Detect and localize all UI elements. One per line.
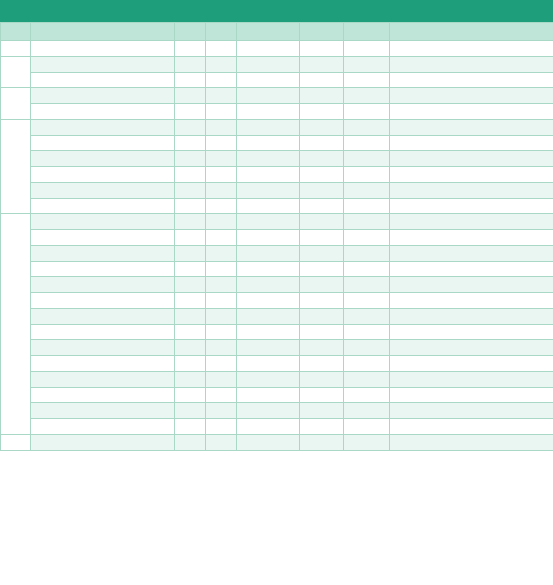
start-time-cell <box>175 72 206 88</box>
table-row <box>1 119 553 135</box>
content-cell <box>31 72 175 88</box>
location-cell <box>237 230 300 246</box>
convener-cell <box>300 151 344 167</box>
end-time-cell <box>206 72 237 88</box>
attendees-cell <box>390 167 553 183</box>
start-time-cell <box>175 214 206 230</box>
table-row <box>1 41 553 57</box>
person-in-charge-cell <box>344 214 390 230</box>
end-time-cell <box>206 119 237 135</box>
attendees-cell <box>390 403 553 419</box>
start-time-cell <box>175 151 206 167</box>
start-time-cell <box>175 56 206 72</box>
header-convener <box>300 23 344 41</box>
location-cell <box>237 167 300 183</box>
attendees-cell <box>390 182 553 198</box>
person-in-charge-cell <box>344 371 390 387</box>
day-cell <box>1 434 31 450</box>
convener-cell <box>300 167 344 183</box>
convener-cell <box>300 434 344 450</box>
end-time-cell <box>206 56 237 72</box>
day-cell <box>1 119 31 214</box>
person-in-charge-cell <box>344 182 390 198</box>
location-cell <box>237 419 300 435</box>
start-time-cell <box>175 261 206 277</box>
start-time-cell <box>175 88 206 104</box>
person-in-charge-cell <box>344 387 390 403</box>
end-time-cell <box>206 308 237 324</box>
end-time-cell <box>206 41 237 57</box>
attendees-cell <box>390 324 553 340</box>
convener-cell <box>300 119 344 135</box>
person-in-charge-cell <box>344 88 390 104</box>
attendees-cell <box>390 198 553 214</box>
attendees-cell <box>390 371 553 387</box>
convener-cell <box>300 72 344 88</box>
end-time-cell <box>206 151 237 167</box>
end-time-cell <box>206 88 237 104</box>
table-row <box>1 419 553 435</box>
convener-cell <box>300 135 344 151</box>
person-in-charge-cell <box>344 324 390 340</box>
attendees-cell <box>390 308 553 324</box>
attendees-cell <box>390 72 553 88</box>
table-row <box>1 104 553 120</box>
content-cell <box>31 167 175 183</box>
content-cell <box>31 88 175 104</box>
person-in-charge-cell <box>344 277 390 293</box>
table-row <box>1 434 553 450</box>
table-row <box>1 277 553 293</box>
table-row <box>1 198 553 214</box>
convener-cell <box>300 230 344 246</box>
person-in-charge-cell <box>344 308 390 324</box>
content-cell <box>31 214 175 230</box>
person-in-charge-cell <box>344 135 390 151</box>
content-cell <box>31 403 175 419</box>
location-cell <box>237 72 300 88</box>
person-in-charge-cell <box>344 230 390 246</box>
start-time-cell <box>175 371 206 387</box>
start-time-cell <box>175 324 206 340</box>
convener-cell <box>300 293 344 309</box>
person-in-charge-cell <box>344 56 390 72</box>
convener-cell <box>300 324 344 340</box>
location-cell <box>237 198 300 214</box>
location-cell <box>237 434 300 450</box>
location-cell <box>237 308 300 324</box>
convener-cell <box>300 261 344 277</box>
location-cell <box>237 245 300 261</box>
attendees-cell <box>390 104 553 120</box>
location-cell <box>237 403 300 419</box>
person-in-charge-cell <box>344 293 390 309</box>
content-cell <box>31 245 175 261</box>
table-row <box>1 230 553 246</box>
end-time-cell <box>206 198 237 214</box>
location-cell <box>237 340 300 356</box>
end-time-cell <box>206 293 237 309</box>
start-time-cell <box>175 104 206 120</box>
end-time-cell <box>206 230 237 246</box>
start-time-cell <box>175 119 206 135</box>
content-cell <box>31 324 175 340</box>
attendees-cell <box>390 230 553 246</box>
person-in-charge-cell <box>344 41 390 57</box>
location-cell <box>237 387 300 403</box>
start-time-cell <box>175 340 206 356</box>
location-cell <box>237 261 300 277</box>
content-cell <box>31 308 175 324</box>
content-cell <box>31 340 175 356</box>
convener-cell <box>300 104 344 120</box>
attendees-cell <box>390 151 553 167</box>
attendees-cell <box>390 214 553 230</box>
table-row <box>1 293 553 309</box>
start-time-cell <box>175 434 206 450</box>
location-cell <box>237 277 300 293</box>
convener-cell <box>300 387 344 403</box>
convener-cell <box>300 245 344 261</box>
table-row <box>1 261 553 277</box>
content-cell <box>31 293 175 309</box>
content-cell <box>31 104 175 120</box>
header-end-time <box>206 23 237 41</box>
table-row <box>1 151 553 167</box>
location-cell <box>237 104 300 120</box>
header-start-time <box>175 23 206 41</box>
table-row <box>1 56 553 72</box>
table-row <box>1 88 553 104</box>
convener-cell <box>300 277 344 293</box>
content-cell <box>31 434 175 450</box>
attendees-cell <box>390 277 553 293</box>
start-time-cell <box>175 356 206 372</box>
table-row <box>1 135 553 151</box>
person-in-charge-cell <box>344 151 390 167</box>
start-time-cell <box>175 41 206 57</box>
table-row <box>1 182 553 198</box>
person-in-charge-cell <box>344 119 390 135</box>
day-cell <box>1 41 31 57</box>
convener-cell <box>300 403 344 419</box>
page-title <box>0 0 553 22</box>
start-time-cell <box>175 182 206 198</box>
attendees-cell <box>390 293 553 309</box>
end-time-cell <box>206 214 237 230</box>
header-location <box>237 23 300 41</box>
attendees-cell <box>390 434 553 450</box>
header-person-in-charge <box>344 23 390 41</box>
schedule-table <box>0 22 553 451</box>
person-in-charge-cell <box>344 261 390 277</box>
attendees-cell <box>390 387 553 403</box>
convener-cell <box>300 198 344 214</box>
person-in-charge-cell <box>344 403 390 419</box>
convener-cell <box>300 371 344 387</box>
table-row <box>1 167 553 183</box>
end-time-cell <box>206 434 237 450</box>
attendees-cell <box>390 356 553 372</box>
start-time-cell <box>175 230 206 246</box>
location-cell <box>237 88 300 104</box>
convener-cell <box>300 41 344 57</box>
convener-cell <box>300 182 344 198</box>
start-time-cell <box>175 387 206 403</box>
convener-cell <box>300 56 344 72</box>
table-row <box>1 371 553 387</box>
content-cell <box>31 135 175 151</box>
start-time-cell <box>175 135 206 151</box>
table-row <box>1 340 553 356</box>
end-time-cell <box>206 167 237 183</box>
end-time-cell <box>206 387 237 403</box>
attendees-cell <box>390 135 553 151</box>
content-cell <box>31 41 175 57</box>
content-cell <box>31 198 175 214</box>
content-cell <box>31 261 175 277</box>
attendees-cell <box>390 88 553 104</box>
header-attendees <box>390 23 553 41</box>
attendees-cell <box>390 340 553 356</box>
person-in-charge-cell <box>344 245 390 261</box>
start-time-cell <box>175 308 206 324</box>
person-in-charge-cell <box>344 434 390 450</box>
attendees-cell <box>390 56 553 72</box>
day-cell <box>1 214 31 435</box>
content-cell <box>31 356 175 372</box>
end-time-cell <box>206 403 237 419</box>
convener-cell <box>300 308 344 324</box>
end-time-cell <box>206 371 237 387</box>
table-row <box>1 214 553 230</box>
content-cell <box>31 419 175 435</box>
start-time-cell <box>175 403 206 419</box>
location-cell <box>237 293 300 309</box>
start-time-cell <box>175 245 206 261</box>
attendees-cell <box>390 245 553 261</box>
end-time-cell <box>206 340 237 356</box>
person-in-charge-cell <box>344 104 390 120</box>
content-cell <box>31 56 175 72</box>
start-time-cell <box>175 419 206 435</box>
convener-cell <box>300 340 344 356</box>
start-time-cell <box>175 167 206 183</box>
end-time-cell <box>206 356 237 372</box>
attendees-cell <box>390 119 553 135</box>
content-cell <box>31 182 175 198</box>
start-time-cell <box>175 277 206 293</box>
content-cell <box>31 230 175 246</box>
content-cell <box>31 277 175 293</box>
content-cell <box>31 371 175 387</box>
header-date <box>1 23 31 41</box>
location-cell <box>237 41 300 57</box>
start-time-cell <box>175 293 206 309</box>
content-cell <box>31 387 175 403</box>
table-row <box>1 72 553 88</box>
location-cell <box>237 135 300 151</box>
end-time-cell <box>206 182 237 198</box>
table-row <box>1 403 553 419</box>
attendees-cell <box>390 261 553 277</box>
end-time-cell <box>206 245 237 261</box>
convener-cell <box>300 356 344 372</box>
end-time-cell <box>206 324 237 340</box>
end-time-cell <box>206 261 237 277</box>
person-in-charge-cell <box>344 72 390 88</box>
person-in-charge-cell <box>344 198 390 214</box>
location-cell <box>237 371 300 387</box>
location-cell <box>237 214 300 230</box>
convener-cell <box>300 419 344 435</box>
location-cell <box>237 119 300 135</box>
header-content <box>31 23 175 41</box>
content-cell <box>31 119 175 135</box>
end-time-cell <box>206 135 237 151</box>
table-row <box>1 324 553 340</box>
start-time-cell <box>175 198 206 214</box>
table-row <box>1 387 553 403</box>
person-in-charge-cell <box>344 419 390 435</box>
location-cell <box>237 182 300 198</box>
table-row <box>1 356 553 372</box>
convener-cell <box>300 88 344 104</box>
location-cell <box>237 151 300 167</box>
person-in-charge-cell <box>344 340 390 356</box>
person-in-charge-cell <box>344 167 390 183</box>
person-in-charge-cell <box>344 356 390 372</box>
content-cell <box>31 151 175 167</box>
end-time-cell <box>206 419 237 435</box>
end-time-cell <box>206 104 237 120</box>
convener-cell <box>300 214 344 230</box>
attendees-cell <box>390 41 553 57</box>
location-cell <box>237 56 300 72</box>
table-row <box>1 308 553 324</box>
day-cell <box>1 88 31 120</box>
attendees-cell <box>390 419 553 435</box>
header-row <box>1 23 553 41</box>
table-row <box>1 245 553 261</box>
location-cell <box>237 356 300 372</box>
location-cell <box>237 324 300 340</box>
end-time-cell <box>206 277 237 293</box>
day-cell <box>1 56 31 88</box>
